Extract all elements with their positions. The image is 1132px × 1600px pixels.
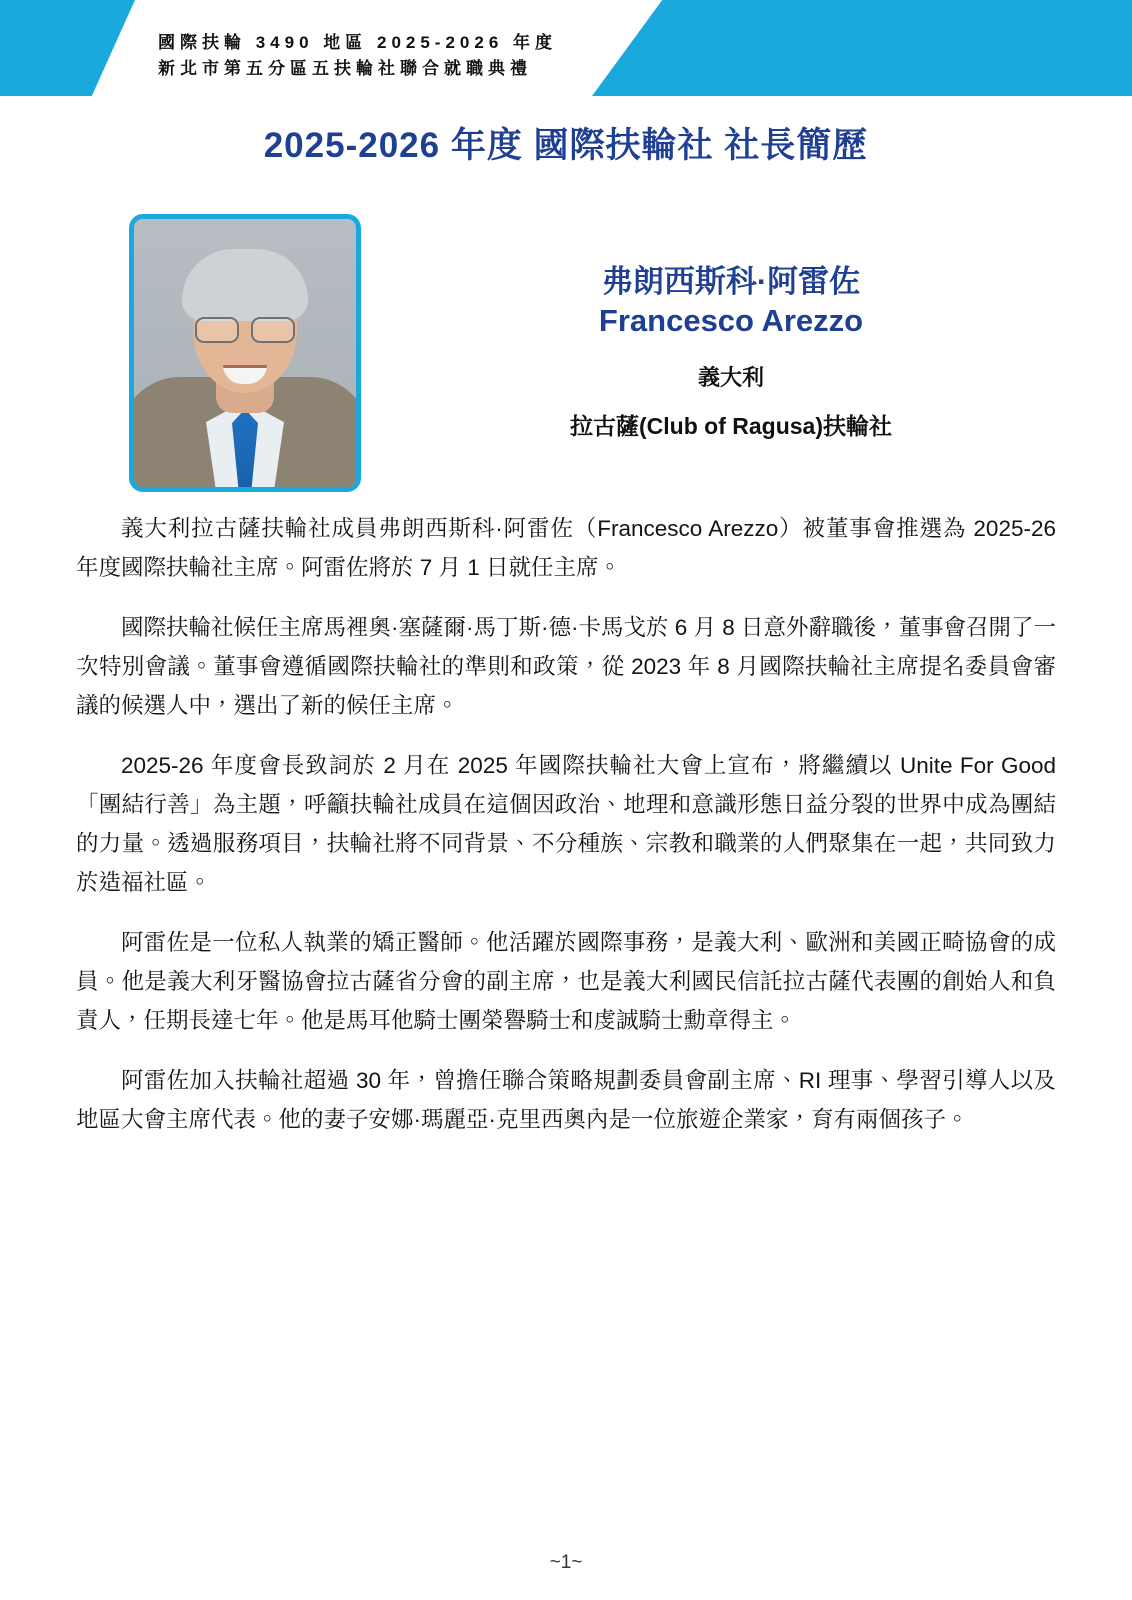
header-banner [0,0,1132,96]
portrait-image [134,219,356,487]
paragraph-3: 2025-26 年度會長致詞於 2 月在 2025 年國際扶輪社大會上宣布，將繼續以 Unite For Good 「團結行善」為主題，呼籲扶輪社成員在這個因政治、地理和意識形態日益分裂的世界中成為團結的力量。透過服務項目，扶輪社將不同背景、不分種族、宗教和職業的人們聚集在一起，共同致力於造福社區。 [76,753,1056,895]
paragraph-1: 義大利拉古薩扶輪社成員弗朗西斯科·阿雷佐（Francesco Arezzo）被董事會推選為 2025-26 年度國際扶輪社主席。阿雷佐將於 7 月 1 日就任主席。 [76,516,1056,580]
banner-text [158,30,557,83]
portrait-photo [129,214,361,492]
page-number: ~1~ [549,1552,583,1573]
banner-line-2: 新北市第五分區五扶輪社聯合就職典禮 [158,59,532,79]
banner-line-1: 國際扶輪 3490 地區 2025-2026 年度 [158,33,558,52]
paragraph-5: 阿雷佐加入扶輪社超過 30 年，曾擔任聯合策略規劃委員會副主席、RI 理事、學習引導人以及地區大會主席代表。他的妻子安娜·瑪麗亞·克里西奧內是一位旅遊企業家，育有兩個孩子。 [76,1068,1056,1132]
person-name-chinese: 弗朗西斯科·阿雷佐 [601,264,861,299]
portrait-glasses-icon [189,317,301,341]
paragraph-4: 阿雷佐是一位私人執業的矯正醫師。他活躍於國際事務，是義大利、歐洲和美國正畸協會的成員。他是義大利牙醫協會拉古薩省分會的副主席，也是義大利國民信託拉古薩代表團的創始人和負責人，任期長達七年。他是馬耳他騎士團榮譽騎士和虔誠騎士勳章得主。 [76,930,1056,1033]
person-name-english: Francesco Arezzo [598,303,864,339]
profile-details [390,262,1072,441]
person-club: 拉古薩(Club of Ragusa)扶輪社 [570,413,892,440]
paragraph-2: 國際扶輪社候任主席馬裡奧·塞薩爾·馬丁斯·德·卡馬戈於 6 月 8 日意外辭職後，董事會召開了一次特別會議。董事會遵循國際扶輪社的準則和政策，從 2023 年 8 月國際扶輪社主席提名委員會審議的候選人中，選出了新的候任主席。 [76,615,1057,718]
profile-section [0,214,1132,496]
portrait-hair [182,249,308,321]
person-country: 義大利 [697,365,764,391]
banner-right-shape [592,0,1132,96]
page-title: 2025-2026 年度 國際扶輪社 社長簡歷 [263,126,869,165]
banner-left-shape [0,0,135,96]
article-body [76,510,1056,1140]
